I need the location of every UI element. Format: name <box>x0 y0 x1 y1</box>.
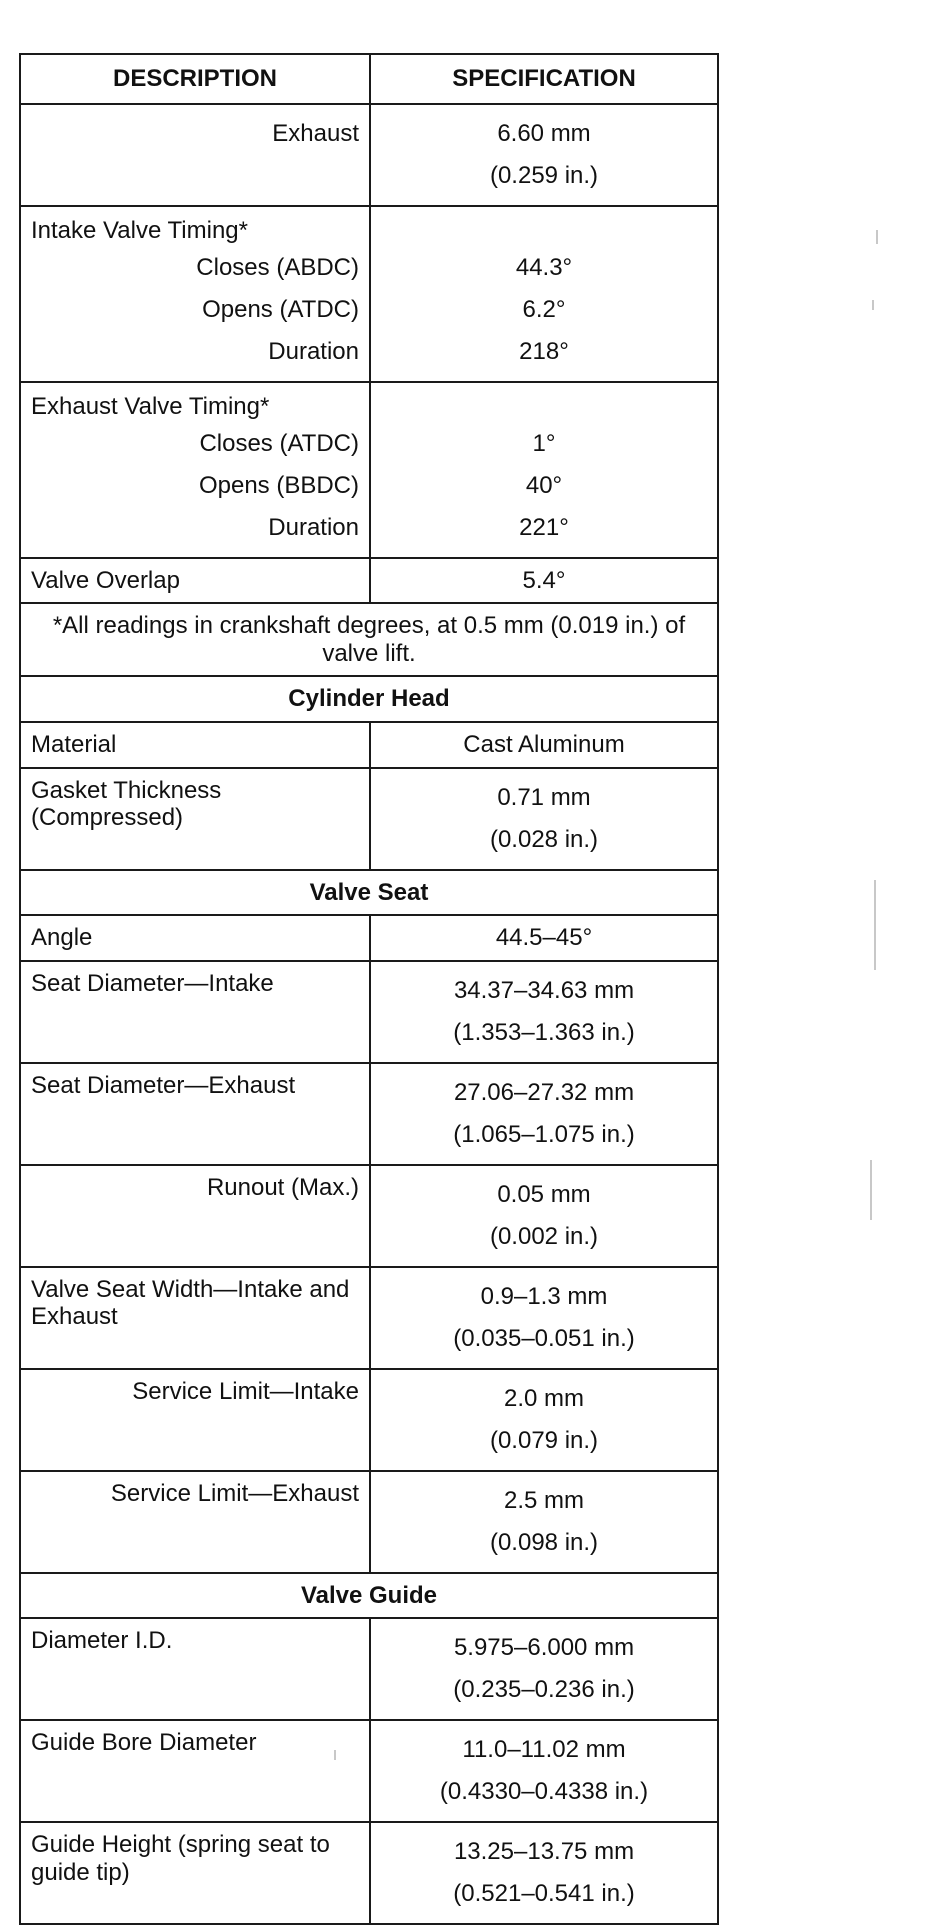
row-spec: 44.3° <box>515 253 573 281</box>
table-row <box>20 1822 718 1924</box>
table-row <box>20 1267 718 1369</box>
row-desc: Diameter I.D. <box>20 1618 370 1720</box>
row-spec-metric: 2.5 mm <box>503 1486 584 1514</box>
row-spec: 44.5–45° <box>370 915 718 961</box>
row-spec-imperial: (0.4330–0.4338 in.) <box>439 1778 649 1806</box>
row-desc: Gasket Thickness (Compressed) <box>20 768 370 870</box>
header-row <box>20 54 718 104</box>
row-spec: 40° <box>525 471 563 499</box>
row-desc: Guide Height (spring seat to guide tip) <box>20 1822 370 1924</box>
row-desc: Exhaust <box>272 119 359 147</box>
footnote: *All readings in crankshaft degrees, at 0.5 mm (0.019 in.) of valve lift. <box>20 603 718 676</box>
row-spec-imperial: (0.035–0.051 in.) <box>453 1324 635 1352</box>
row-desc: Service Limit—Intake <box>20 1369 370 1471</box>
row-spec-imperial: (0.028 in.) <box>489 825 599 853</box>
table-row <box>20 1720 718 1822</box>
section-row <box>20 1573 718 1619</box>
row-spec: 5.4° <box>370 558 718 604</box>
table-row <box>20 104 718 206</box>
row-spec-metric: 0.05 mm <box>497 1180 591 1208</box>
row-desc: Opens (ATDC) <box>202 295 359 323</box>
section-row <box>20 870 718 916</box>
row-spec-metric: 0.71 mm <box>497 783 591 811</box>
header-specification: SPECIFICATION <box>370 54 718 104</box>
table-row <box>20 1618 718 1720</box>
row-spec-imperial: (1.353–1.363 in.) <box>453 1018 635 1046</box>
section-heading: Valve Seat <box>20 870 718 916</box>
row-spec: 1° <box>532 429 556 457</box>
row-spec-imperial: (0.002 in.) <box>489 1222 599 1250</box>
table-row <box>20 558 718 604</box>
table-row <box>20 1063 718 1165</box>
table-row <box>20 915 718 961</box>
section-row <box>20 676 718 722</box>
section-heading: Cylinder Head <box>20 676 718 722</box>
row-desc: Duration <box>268 337 359 365</box>
scan-artifact <box>874 880 876 970</box>
row-spec: 218° <box>519 337 569 365</box>
row-spec-imperial: (0.079 in.) <box>489 1426 599 1454</box>
section-heading: Valve Guide <box>20 1573 718 1619</box>
note-row <box>20 603 718 676</box>
row-spec: 221° <box>519 513 569 541</box>
scan-artifact <box>334 1750 336 1760</box>
row-spec-metric: 2.0 mm <box>503 1384 584 1412</box>
table-row <box>20 1471 718 1573</box>
row-spec: Cast Aluminum <box>370 722 718 768</box>
row-desc: Guide Bore Diameter <box>20 1720 370 1822</box>
table-row <box>20 722 718 768</box>
scan-artifact <box>870 1160 872 1220</box>
table-row <box>20 768 718 870</box>
row-spec-imperial: (0.098 in.) <box>489 1528 599 1556</box>
row-spec-imperial: (0.259 in.) <box>489 161 599 189</box>
row-desc: Closes (ATDC) <box>199 429 359 457</box>
row-spec-imperial: (0.235–0.236 in.) <box>453 1676 635 1704</box>
row-desc: Valve Overlap <box>20 558 370 604</box>
row-spec-imperial: (1.065–1.075 in.) <box>453 1120 635 1148</box>
row-desc: Valve Seat Width—Intake and Exhaust <box>20 1267 370 1369</box>
table-row <box>20 961 718 1063</box>
header-description: DESCRIPTION <box>20 54 370 104</box>
table-row <box>20 1165 718 1267</box>
row-spec-metric: 13.25–13.75 mm <box>453 1838 635 1866</box>
row-spec-metric: 0.9–1.3 mm <box>480 1282 608 1310</box>
group-title: Intake Valve Timing* <box>31 216 248 244</box>
spec-table <box>19 53 719 1925</box>
scan-artifact <box>876 230 878 244</box>
scan-artifact <box>872 300 874 310</box>
row-spec-metric: 11.0–11.02 mm <box>462 1736 626 1764</box>
row-desc: Closes (ABDC) <box>196 253 359 281</box>
row-desc: Opens (BBDC) <box>198 471 359 499</box>
row-spec-metric: 27.06–27.32 mm <box>453 1078 635 1106</box>
row-spec-imperial: (0.521–0.541 in.) <box>453 1880 635 1908</box>
row-desc: Seat Diameter—Intake <box>20 961 370 1063</box>
row-desc: Duration <box>268 513 359 541</box>
table-row <box>20 382 718 558</box>
row-spec-metric: 34.37–34.63 mm <box>453 976 635 1004</box>
row-desc: Service Limit—Exhaust <box>20 1471 370 1573</box>
row-spec-metric: 5.975–6.000 mm <box>453 1634 635 1662</box>
group-title: Exhaust Valve Timing* <box>31 392 270 420</box>
row-desc: Angle <box>20 915 370 961</box>
table-row <box>20 206 718 382</box>
row-spec: 6.2° <box>522 295 566 323</box>
row-desc: Runout (Max.) <box>20 1165 370 1267</box>
row-desc: Material <box>20 722 370 768</box>
row-spec-metric: 6.60 mm <box>497 119 591 147</box>
table-row <box>20 1369 718 1471</box>
row-desc: Seat Diameter—Exhaust <box>20 1063 370 1165</box>
